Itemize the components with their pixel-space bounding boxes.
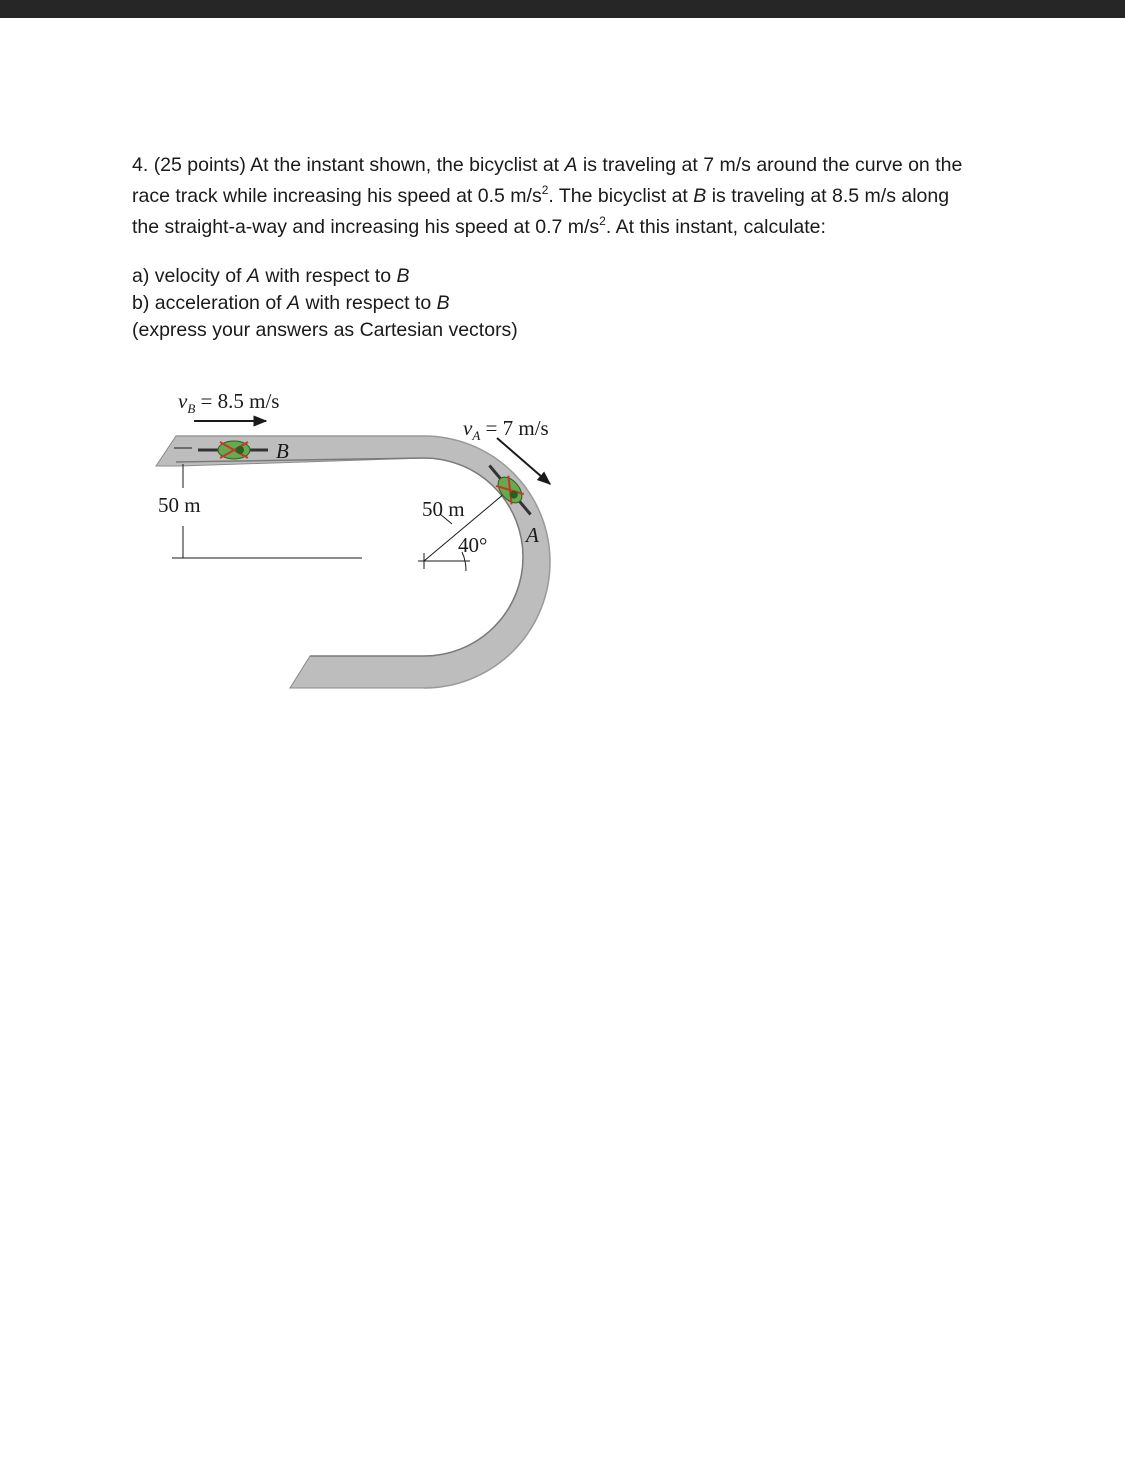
dimension-radius-label: 50 m	[422, 497, 465, 521]
text-segment: race track while increasing his speed at 0.5 m/s	[132, 185, 542, 207]
problem-line-2	[132, 181, 1012, 212]
problem-statement	[132, 150, 1012, 243]
text-segment: b) acceleration of	[132, 292, 288, 314]
question-parts	[132, 263, 832, 344]
track-inner-edge	[176, 458, 523, 656]
dimension-left-label: 50 m	[158, 493, 201, 517]
race-track-diagram	[150, 380, 580, 690]
text-segment: . At this instant, calculate:	[605, 216, 826, 238]
bicyclist-a-icon	[483, 460, 538, 521]
var-a: A	[246, 265, 260, 287]
problem-line-3	[132, 212, 1012, 243]
superscript: 2	[599, 214, 606, 228]
label-a: A	[526, 523, 539, 547]
part-a	[132, 263, 832, 290]
problem-points: (25 points)	[153, 154, 246, 176]
race-track-figure	[150, 380, 580, 690]
text-segment: is traveling at 8.5 m/s along	[706, 185, 950, 207]
part-b	[132, 290, 832, 317]
angle-label: 40°	[458, 533, 488, 557]
problem-number: 4.	[132, 154, 149, 176]
var-b: B	[693, 185, 707, 207]
var-b: B	[396, 265, 410, 287]
text-segment: with respect to	[259, 265, 397, 287]
answer-note: (express your answers as Cartesian vectors)	[132, 319, 518, 341]
text-segment: . The bicyclist at	[548, 185, 694, 207]
track	[156, 436, 550, 688]
superscript: 2	[541, 183, 549, 197]
text-segment: At the instant shown, the bicyclist at	[250, 154, 565, 176]
top-bar	[0, 0, 1125, 18]
var-a: A	[564, 154, 578, 176]
velocity-a-label: $v_A = 7$ m/s	[463, 416, 549, 443]
text-segment: a) velocity of	[132, 265, 247, 287]
problem-line-1	[132, 150, 1012, 181]
velocity-b-label: $v_B = 8.5$ m/s	[178, 389, 280, 416]
var-a: A	[287, 292, 301, 314]
text-segment: the straight-a-way and increasing his speed at 0.7 m/s	[132, 216, 600, 238]
var-b: B	[436, 292, 450, 314]
text-segment: is traveling at 7 m/s around the curve on the	[577, 154, 963, 176]
label-b: B	[276, 439, 289, 463]
text-segment: with respect to	[300, 292, 437, 314]
